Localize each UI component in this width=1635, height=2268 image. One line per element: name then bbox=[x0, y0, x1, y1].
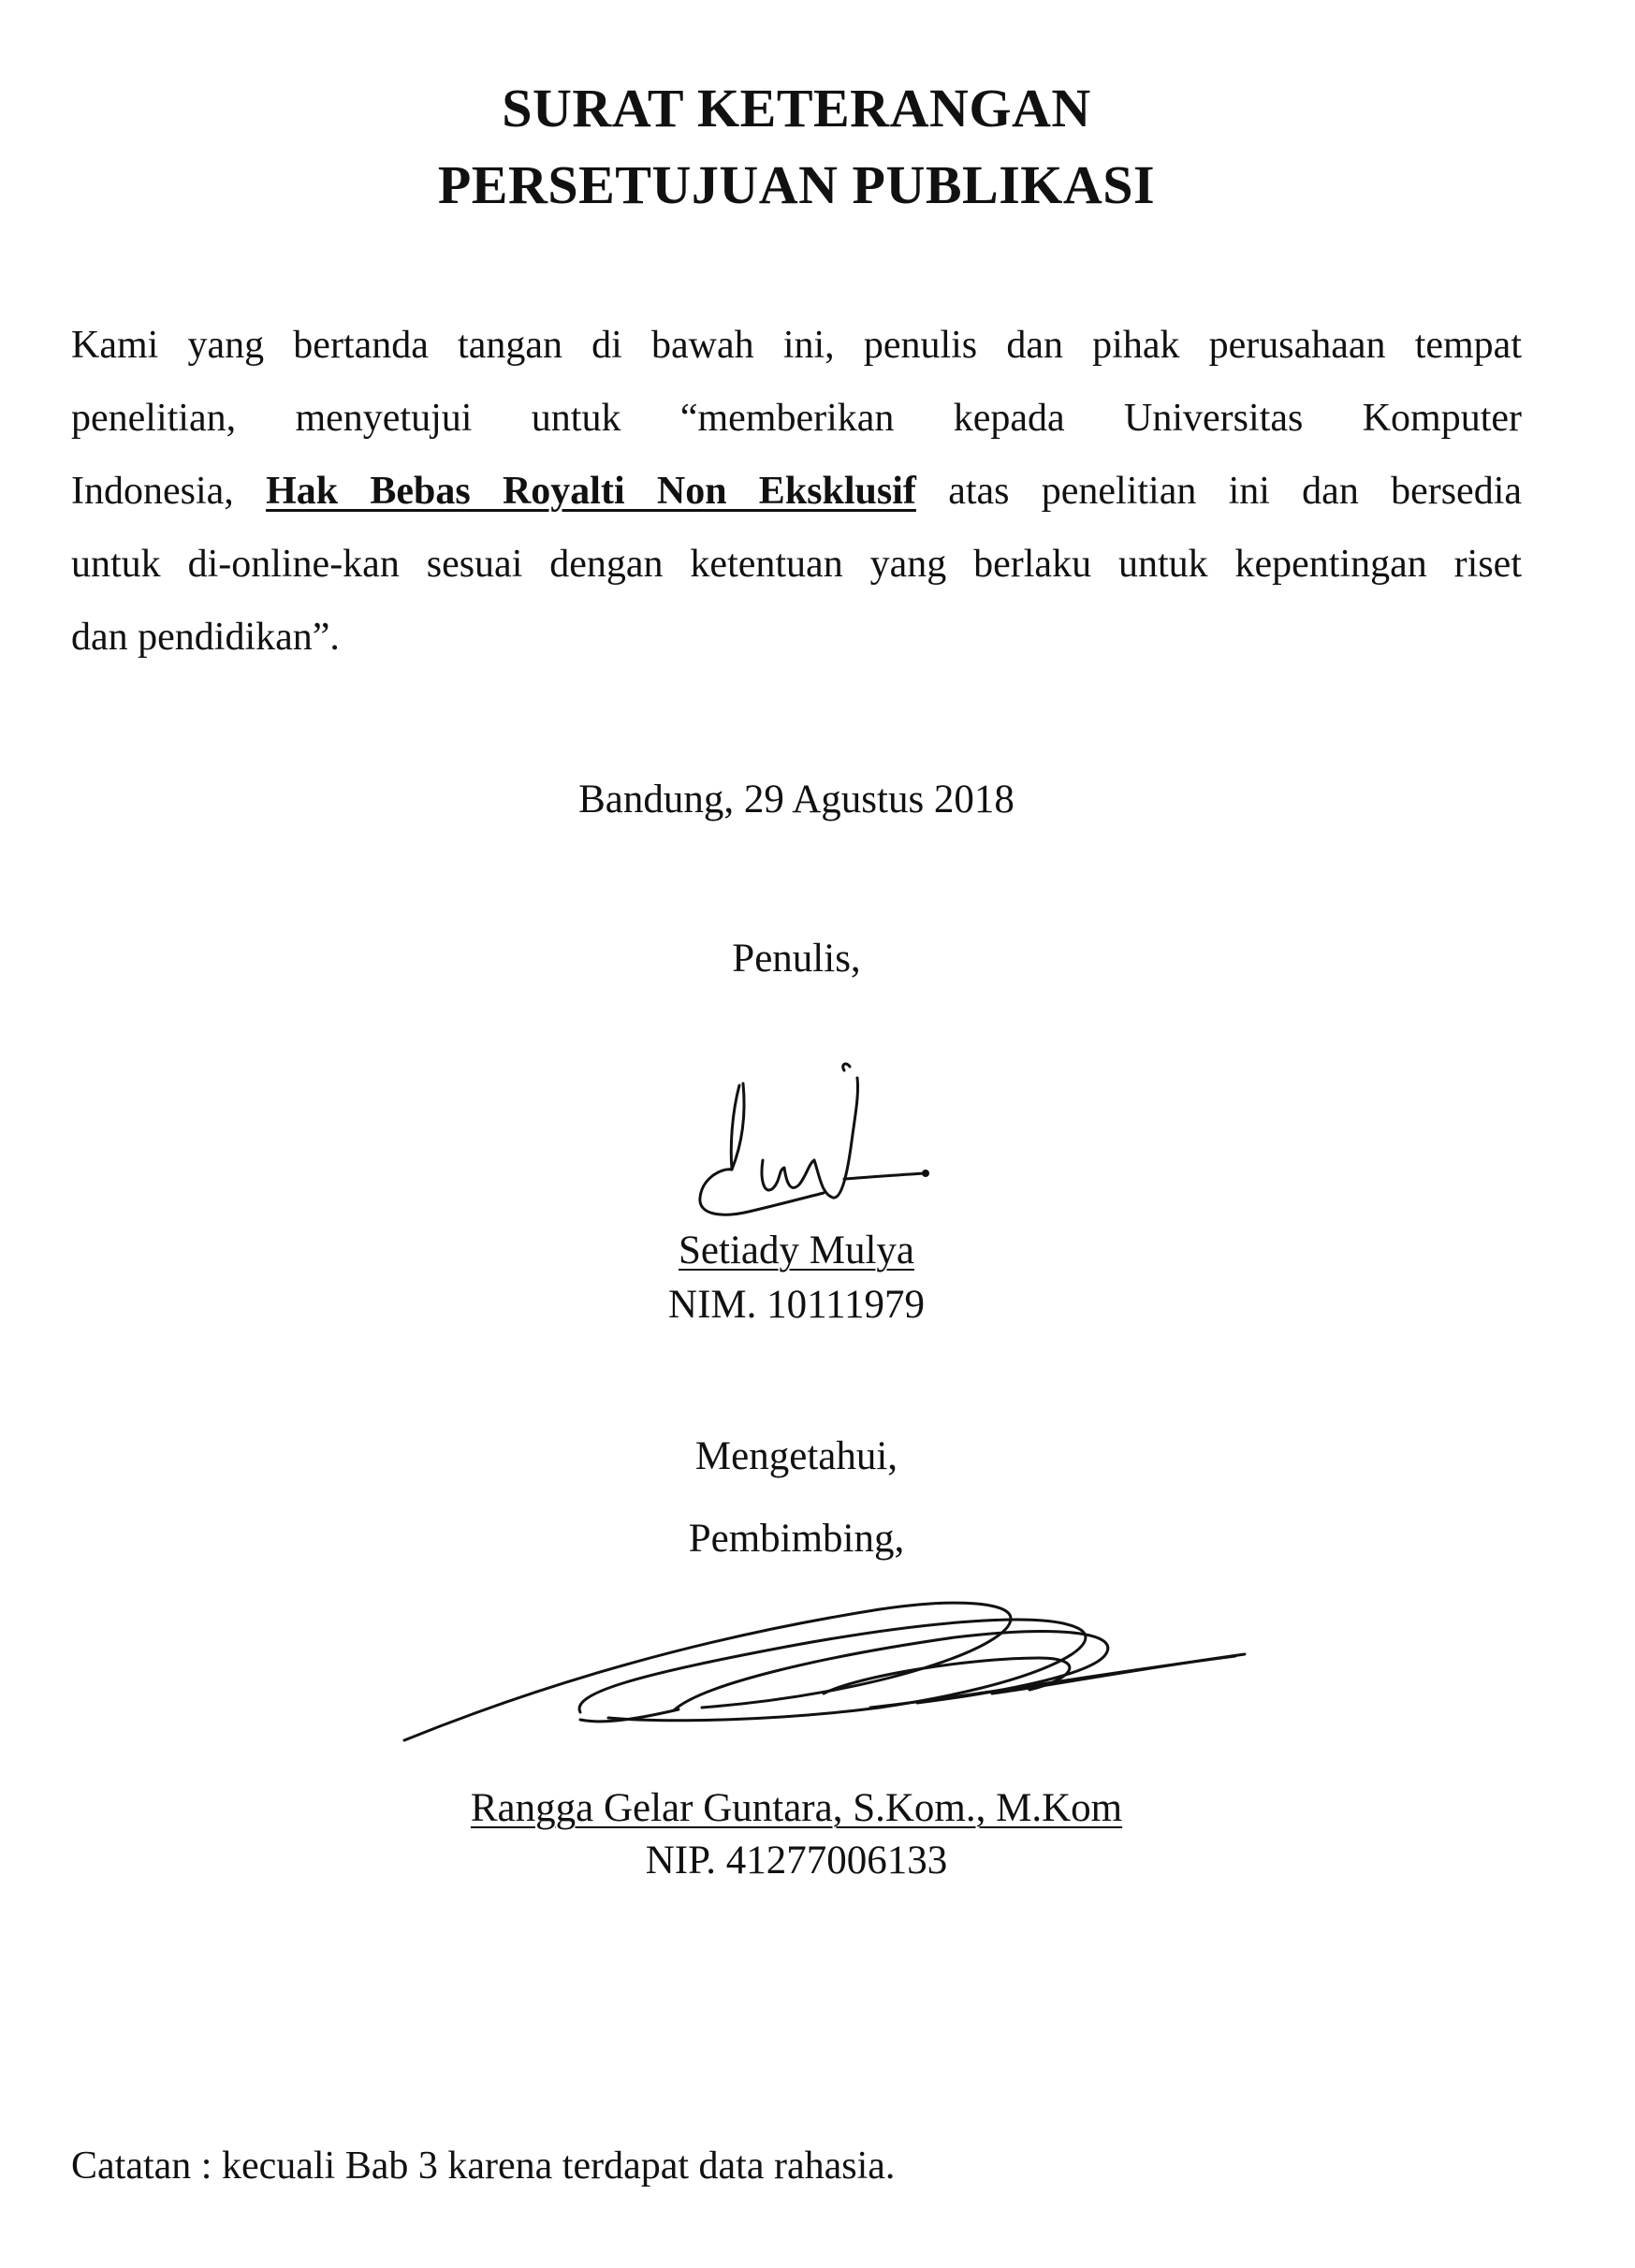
statement-paragraph bbox=[71, 309, 1522, 674]
note-text: Catatan : kecuali Bab 3 karena terdapat data rahasia. bbox=[71, 2144, 896, 2188]
author-signature-icon bbox=[674, 1057, 955, 1244]
supervisor-nip: NIP. 41277006133 bbox=[645, 1839, 948, 1883]
document-title-line-2: PERSETUJUAN PUBLIKASI bbox=[437, 154, 1156, 215]
author-nim: NIM. 10111979 bbox=[668, 1283, 925, 1327]
supervisor-name: Rangga Gelar Guntara, S.Kom., M.Kom bbox=[470, 1786, 1123, 1830]
statement-line: penelitian, menyetujui untuk “memberikan kepada Universitas Komputer bbox=[71, 397, 1522, 440]
document-title-line-1: SURAT KETERANGAN bbox=[502, 78, 1091, 138]
place-and-date: Bandung, 29 Agustus 2018 bbox=[578, 778, 1015, 821]
supervisor-role: Pembimbing, bbox=[688, 1517, 905, 1561]
author-name: Setiady Mulya bbox=[679, 1228, 914, 1272]
statement-line: untuk di-online-kan sesuai dengan ketentuan yang berlaku untuk kepentingan riset bbox=[71, 543, 1522, 586]
royalty-free-rights-phrase: Hak Bebas Royalti Non Eksklusif bbox=[266, 470, 916, 513]
statement-line bbox=[71, 455, 1522, 528]
statement-text: Indonesia, bbox=[71, 470, 234, 513]
acknowledgement-label: Mengetahui, bbox=[694, 1434, 898, 1478]
statement-line: dan pendidikan”. bbox=[71, 616, 340, 659]
author-role: Penulis, bbox=[732, 937, 861, 981]
statement-line: Kami yang bertanda tangan di bawah ini, penulis dan pihak perusahaan tempat bbox=[71, 324, 1522, 367]
statement-text: atas penelitian ini dan bersedia bbox=[948, 470, 1523, 513]
supervisor-signature-icon bbox=[393, 1553, 1273, 1778]
